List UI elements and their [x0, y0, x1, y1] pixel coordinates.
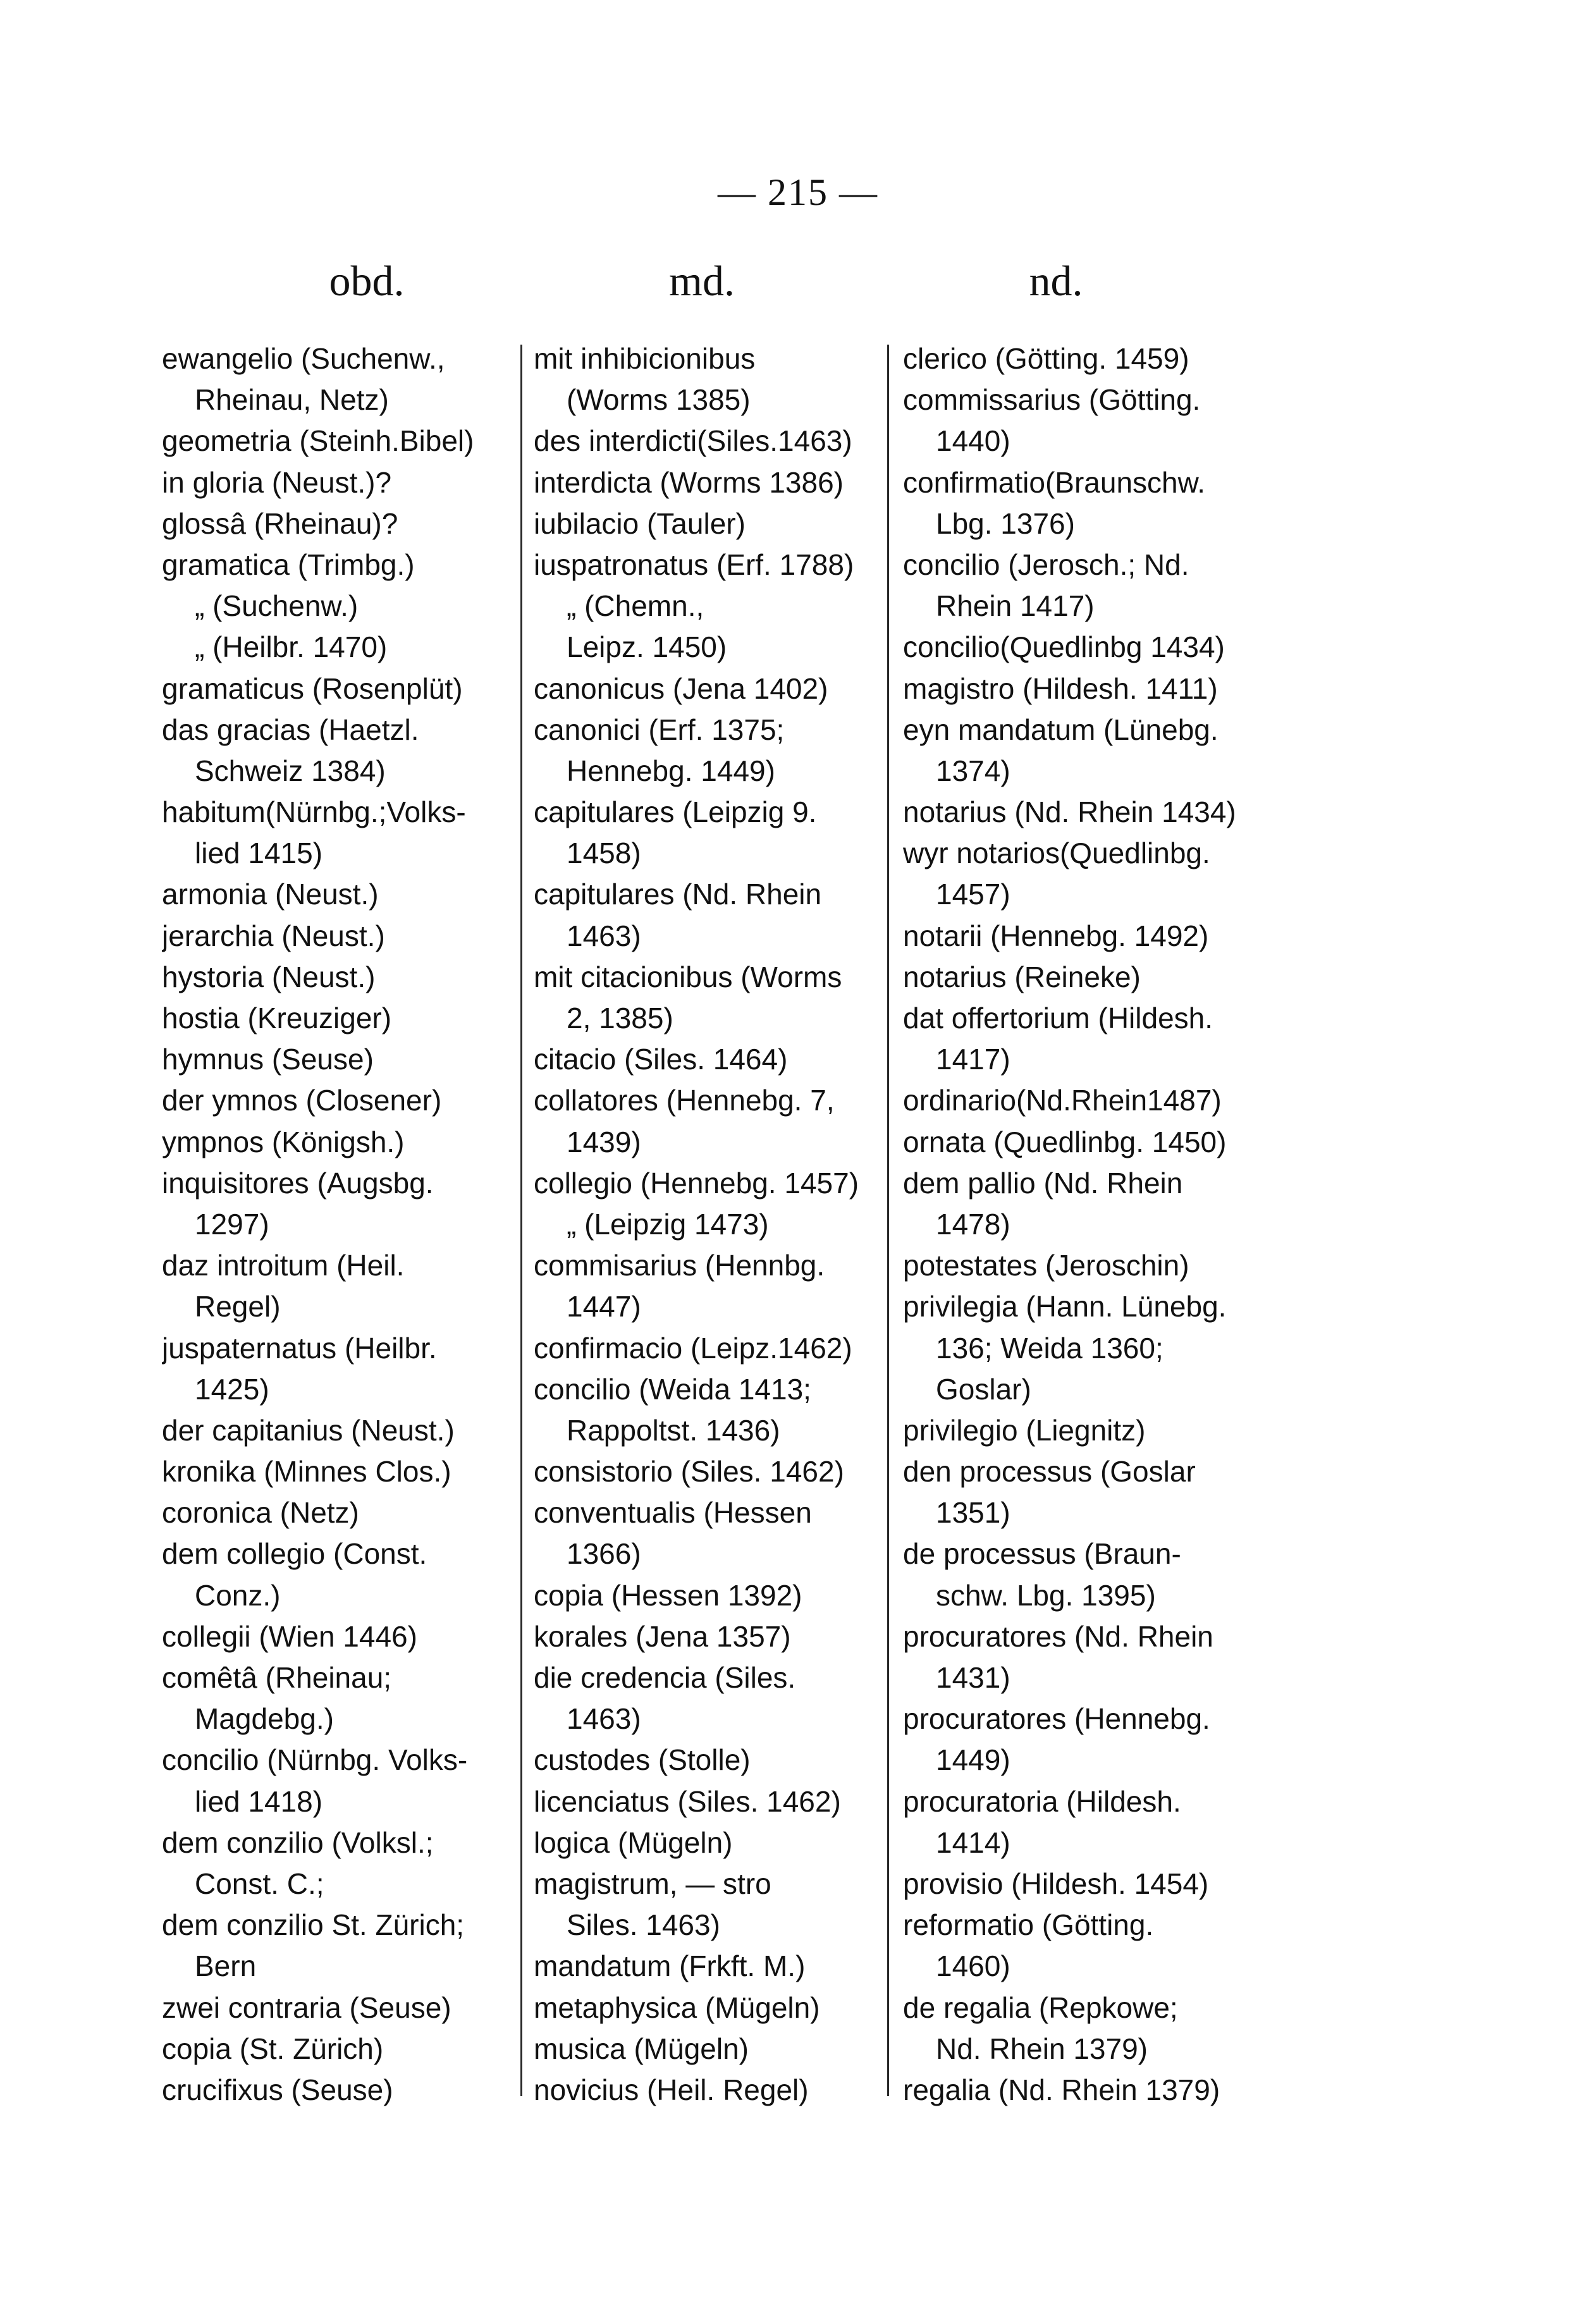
entry-line: in gloria (Neust.)? — [162, 465, 392, 499]
entry-line: 1425) — [195, 1372, 269, 1406]
entry-line: 1374) — [936, 754, 1010, 787]
entry-line: novicius (Heil. Regel) — [534, 2073, 809, 2106]
entry-line: „ (Suchenw.) — [195, 589, 359, 623]
entry-line: Magdebg.) — [195, 1702, 334, 1736]
entry-line: Rappoltst. 1436) — [567, 1413, 780, 1447]
entry-line: de regalia (Repkowe; — [903, 1991, 1178, 2024]
entry-line: regalia (Nd. Rhein 1379) — [903, 2073, 1220, 2106]
entry-line: ympnos (Königsh.) — [162, 1125, 405, 1158]
entry-line: wyr notarios(Quedlinbg. — [903, 837, 1210, 870]
entry-line: custodes (Stolle) — [534, 1743, 751, 1777]
entry-line: commisarius (Hennbg. — [534, 1249, 825, 1282]
entry-line: collatores (Hennebg. 7, — [534, 1084, 835, 1117]
entry-line: Rhein 1417) — [936, 589, 1095, 623]
entry-line: gramatica (Trimbg.) — [162, 548, 415, 581]
entry-line: mandatum (Frkft. M.) — [534, 1949, 806, 1983]
entry-line: 1447) — [567, 1290, 641, 1323]
entry-line: das gracias (Haetzl. — [162, 713, 419, 746]
entry-line: capitulares (Leipzig 9. — [534, 795, 817, 829]
entry-line: collegii (Wien 1446) — [162, 1619, 417, 1653]
entry-line: copia (St. Zürich) — [162, 2032, 384, 2065]
entry-line: procuratores (Nd. Rhein — [903, 1619, 1213, 1653]
column-nd — [903, 338, 1263, 2111]
entry-line: Nd. Rhein 1379) — [936, 2032, 1148, 2065]
entry-line: magistrum, — stro — [534, 1867, 771, 1900]
entry-line: (Worms 1385) — [567, 383, 751, 417]
entry-line: confirmatio(Braunschw. — [903, 465, 1206, 499]
entry-line: juspaternatus (Heilbr. — [162, 1331, 437, 1365]
entry-line: des interdicti(Siles.1463) — [534, 424, 852, 458]
entry-line: der capitanius (Neust.) — [162, 1413, 455, 1447]
entry-line: 1297) — [195, 1207, 269, 1241]
entry-line: concilio (Jerosch.; Nd. — [903, 548, 1189, 581]
entry-line: hostia (Kreuziger) — [162, 1002, 392, 1034]
entry-line: glossâ (Rheinau)? — [162, 506, 398, 540]
entry-line: 1463) — [567, 1702, 641, 1736]
entry-line: canonicus (Jena 1402) — [534, 672, 828, 705]
entry-line: reformatio (Götting. — [903, 1908, 1154, 1942]
entry-line: 1431) — [936, 1661, 1010, 1694]
entry-line: der ymnos (Closener) — [162, 1084, 442, 1117]
entry-line: metaphysica (Mügeln) — [534, 1991, 820, 2024]
entry-line: Const. C.; — [195, 1867, 324, 1900]
entry-line: dem conzilio St. Zürich; — [162, 1908, 465, 1942]
entry-line: hymnus (Seuse) — [162, 1043, 374, 1076]
entry-line: citacio (Siles. 1464) — [534, 1043, 788, 1076]
entry-line: confirmacio (Leipz.1462) — [534, 1331, 852, 1365]
column-obd — [162, 338, 522, 2111]
entry-line: dem conzilio (Volksl.; — [162, 1826, 434, 1859]
entry-line: „ (Chemn., — [567, 589, 704, 623]
entry-line: inquisitores (Augsbg. — [162, 1166, 434, 1200]
entry-line: lied 1415) — [195, 837, 323, 870]
entry-line: Regel) — [195, 1290, 281, 1323]
entry-line: 1478) — [936, 1207, 1010, 1241]
entry-line: 1366) — [567, 1537, 641, 1571]
entry-line: lied 1418) — [195, 1784, 323, 1818]
page-number: — 215 — — [718, 171, 878, 213]
entry-line: die credencia (Siles. — [534, 1661, 796, 1694]
entry-line: 1440) — [936, 424, 1010, 458]
entry-line: Hennebg. 1449) — [567, 754, 775, 787]
entry-line: 1414) — [936, 1826, 1010, 1859]
entry-line: dem pallio (Nd. Rhein — [903, 1166, 1183, 1200]
entry-line: ornata (Quedlinbg. 1450) — [903, 1125, 1227, 1158]
entry-line: eyn mandatum (Lünebg. — [903, 713, 1218, 746]
entry-line: crucifixus (Seuse) — [162, 2073, 393, 2106]
entry-line: 1449) — [936, 1743, 1010, 1777]
entry-line: 2, 1385) — [567, 1002, 673, 1034]
entry-line: gramaticus (Rosenplüt) — [162, 672, 463, 705]
column-heading-obd: obd. — [329, 257, 405, 305]
entry-line: dat offertorium (Hildesh. — [903, 1002, 1213, 1034]
entry-line: notarii (Hennebg. 1492) — [903, 919, 1209, 952]
entry-line: kronika (Minnes Clos.) — [162, 1455, 451, 1488]
column-heading-nd: nd. — [1029, 257, 1083, 305]
entry-line: Siles. 1463) — [567, 1908, 720, 1942]
entry-line: conventualis (Hessen — [534, 1496, 812, 1530]
entry-line: jerarchia (Neust.) — [162, 919, 385, 952]
entry-line: 136; Weida 1360; — [936, 1331, 1163, 1365]
entry-line: Lbg. 1376) — [936, 506, 1075, 540]
entry-line: magistro (Hildesh. 1411) — [903, 672, 1218, 705]
entry-line: musica (Mügeln) — [534, 2032, 749, 2065]
entry-line: habitum(Nürnbg.;Volks- — [162, 795, 466, 829]
entry-line: dem collegio (Const. — [162, 1537, 427, 1571]
entry-line: copia (Hessen 1392) — [534, 1578, 802, 1612]
entry-line: armonia (Neust.) — [162, 878, 379, 911]
entry-line: privilegia (Hann. Lünebg. — [903, 1290, 1227, 1323]
entry-line: Rheinau, Netz) — [195, 383, 389, 417]
entry-line: 1460) — [936, 1949, 1010, 1983]
entry-line: interdicta (Worms 1386) — [534, 465, 844, 499]
entry-line: korales (Jena 1357) — [534, 1619, 791, 1653]
entry-line: notarius (Nd. Rhein 1434) — [903, 795, 1236, 829]
entry-line: zwei contraria (Seuse) — [162, 1991, 451, 2024]
entry-line: clerico (Götting. 1459) — [903, 342, 1189, 375]
entry-line: coronica (Netz) — [162, 1496, 359, 1530]
entry-line: concilio (Weida 1413; — [534, 1372, 811, 1406]
entry-line: logica (Mügeln) — [534, 1826, 733, 1859]
entry-line: 1417) — [936, 1043, 1010, 1076]
entry-line: „ (Leipzig 1473) — [567, 1207, 769, 1241]
entry-line: 1458) — [567, 837, 641, 870]
entry-line: mit inhibicionibus — [534, 342, 756, 375]
entry-line: „ (Heilbr. 1470) — [195, 630, 388, 664]
entry-line: ewangelio (Suchenw., — [162, 342, 445, 375]
entry-line: Conz.) — [195, 1578, 281, 1612]
entry-line: Goslar) — [936, 1372, 1031, 1406]
entry-line: 1351) — [936, 1496, 1010, 1530]
entry-line: notarius (Reineke) — [903, 960, 1141, 993]
entry-line: potestates (Jeroschin) — [903, 1249, 1189, 1282]
entry-line: den processus (Goslar — [903, 1455, 1196, 1488]
entry-line: ordinario(Nd.Rhein1487) — [903, 1084, 1222, 1117]
column-heading-md: md. — [669, 257, 735, 305]
entry-line: procuratores (Hennebg. — [903, 1702, 1210, 1736]
entry-line: 1457) — [936, 878, 1010, 911]
entry-line: iuspatronatus (Erf. 1788) — [534, 548, 854, 581]
entry-line: provisio (Hildesh. 1454) — [903, 1867, 1209, 1900]
entry-line: commissarius (Götting. — [903, 383, 1201, 417]
entry-line: capitulares (Nd. Rhein — [534, 878, 822, 911]
entry-line: canonici (Erf. 1375; — [534, 713, 785, 746]
entry-line: Bern — [195, 1949, 257, 1983]
entry-line: privilegio (Liegnitz) — [903, 1413, 1146, 1447]
entry-line: consistorio (Siles. 1462) — [534, 1455, 844, 1488]
entry-line: licenciatus (Siles. 1462) — [534, 1784, 841, 1818]
column-md — [534, 338, 894, 2111]
entry-line: collegio (Hennebg. 1457) — [534, 1166, 859, 1200]
entry-line: procuratoria (Hildesh. — [903, 1784, 1181, 1818]
entry-line: Leipz. 1450) — [567, 630, 727, 664]
entry-line: concilio(Quedlinbg 1434) — [903, 630, 1225, 664]
entry-line: concilio (Nürnbg. Volks- — [162, 1743, 468, 1777]
entry-line: 1439) — [567, 1125, 641, 1158]
entry-line: schw. Lbg. 1395) — [936, 1578, 1156, 1612]
entry-line: daz introitum (Heil. — [162, 1249, 405, 1282]
entry-line: hystoria (Neust.) — [162, 960, 376, 993]
entry-line: 1463) — [567, 919, 641, 952]
entry-line: comêtâ (Rheinau; — [162, 1661, 392, 1694]
entry-line: Schweiz 1384) — [195, 754, 386, 787]
entry-line: de processus (Braun- — [903, 1537, 1181, 1571]
entry-line: geometria (Steinh.Bibel) — [162, 424, 474, 458]
entry-line: iubilacio (Tauler) — [534, 506, 746, 540]
entry-line: mit citacionibus (Worms — [534, 960, 842, 993]
